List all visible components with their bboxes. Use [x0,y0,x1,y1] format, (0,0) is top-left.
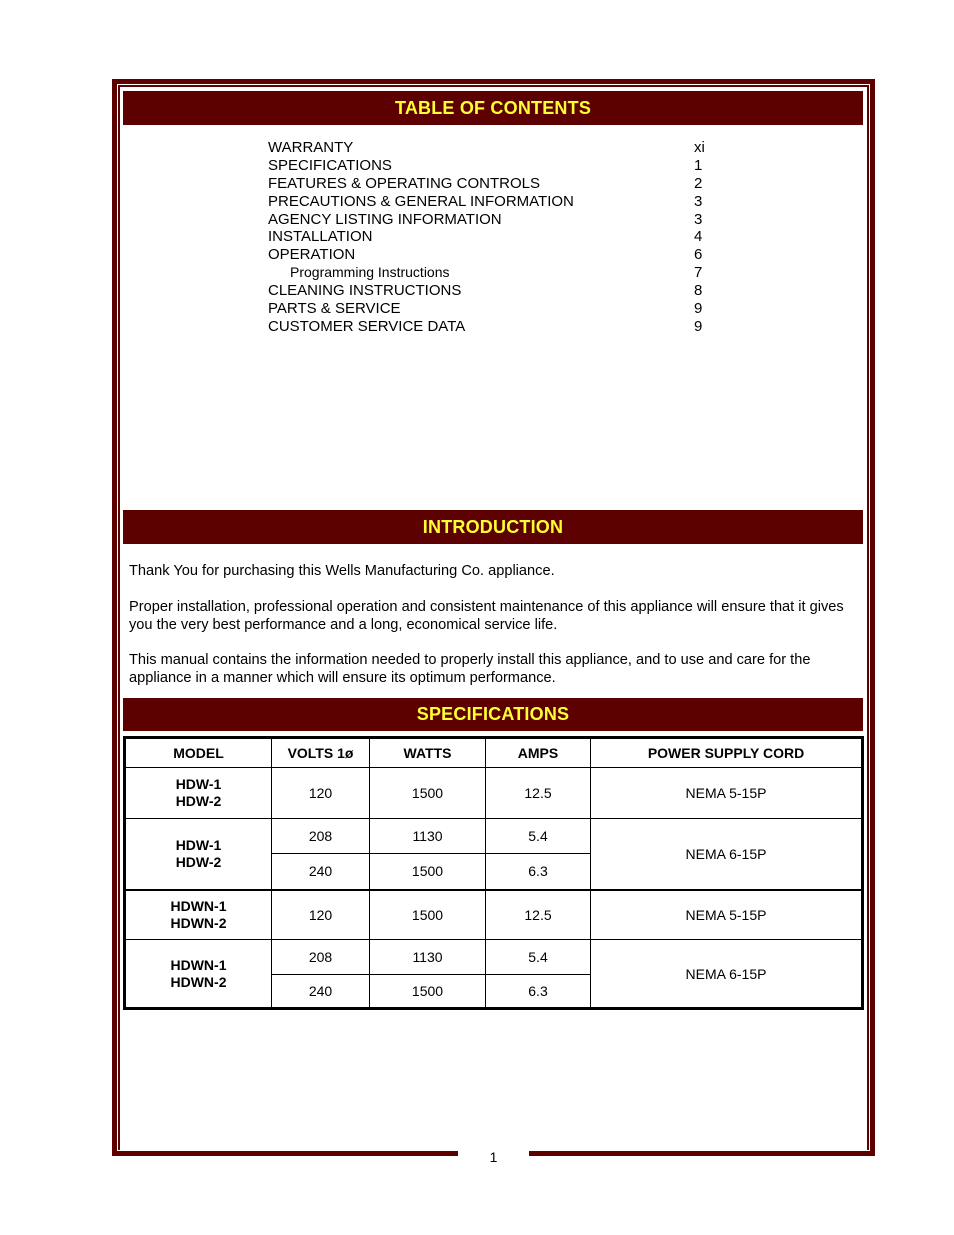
toc-entry-page: 1 [694,156,703,174]
watts-cell: 1500 [370,890,486,940]
toc-entry[interactable] [268,175,708,193]
amps-cell: 12.5 [486,768,591,819]
toc-entry-page: 4 [694,228,703,246]
model-line: HDW-2 [175,853,222,870]
model-line: HDW-1 [175,836,222,853]
page-number: 1 [489,1149,498,1165]
toc-entry[interactable] [268,193,708,211]
introduction-banner [123,510,863,544]
model-cell [125,819,272,890]
amps-cell: 6.3 [486,854,591,890]
toc-entry-page: 2 [694,174,703,192]
table-header-row [125,738,863,768]
model-line: HDWN-2 [170,914,227,931]
table-row [125,940,863,975]
watts-cell: 1500 [370,975,486,1009]
toc-entry-label: WARRANTY [268,139,354,156]
intro-paragraph: This manual contains the information needed to properly install this appliance, and to use and care for the appliance in a manner which will ensure its optimum performance. [129,652,811,686]
toc-entry[interactable] [268,300,708,318]
volts-cell: 120 [272,768,370,819]
table-of-contents [268,139,708,336]
watts-cell: 1130 [370,819,486,854]
toc-entry-page: 3 [694,192,703,210]
model-line: HDW-1 [175,776,222,792]
amps-cell: 6.3 [486,975,591,1009]
toc-entry[interactable] [268,318,708,336]
toc-entry-label: Programming Instructions [290,264,450,281]
toc-entry-label: CLEANING INSTRUCTIONS [268,282,462,300]
toc-entry-page: 9 [694,317,703,335]
watts-cell: 1130 [370,940,486,975]
volts-cell: 120 [272,890,370,940]
column-header: MODEL [125,738,272,768]
watts-cell: 1500 [370,854,486,890]
toc-entry-page: 8 [694,282,703,300]
toc-entry[interactable] [268,157,708,175]
table-row [125,890,863,940]
toc-entry[interactable] [268,211,708,229]
amps-cell: 5.4 [486,819,591,854]
watts-cell: 1500 [370,768,486,819]
amps-cell: 12.5 [486,890,591,940]
toc-entry-page: xi [694,139,705,156]
volts-cell: 240 [272,854,370,890]
model-line: HDW-2 [175,793,222,809]
volts-cell: 240 [272,975,370,1009]
toc-entry-label: FEATURES & OPERATING CONTROLS [268,174,540,192]
intro-paragraph: Thank You for purchasing this Wells Manufacturing Co. appliance. [129,563,555,579]
model-cell [125,940,272,1009]
table-row [125,819,863,854]
toc-entry-page: 6 [694,246,703,264]
specifications-table [123,736,864,1010]
toc-title: TABLE OF CONTENTS [394,97,592,118]
cord-cell: NEMA 6-15P [591,940,863,1009]
toc-entry[interactable] [268,246,708,264]
toc-entry[interactable] [268,228,708,246]
specifications-title: SPECIFICATIONS [416,704,570,724]
toc-entry-page: 3 [694,210,703,228]
toc-entry-label: PARTS & SERVICE [268,300,401,318]
column-header: AMPS [486,738,591,768]
column-header: POWER SUPPLY CORD [591,738,863,768]
model-cell [125,768,272,819]
toc-entry-label: PRECAUTIONS & GENERAL INFORMATION [268,192,574,210]
cord-cell: NEMA 5-15P [591,890,863,940]
volts-cell: 208 [272,940,370,975]
model-line: HDWN-1 [170,956,227,973]
cord-cell: NEMA 5-15P [591,768,863,819]
volts-cell: 208 [272,819,370,854]
model-line: HDWN-1 [170,897,227,914]
model-line: HDWN-2 [170,973,227,990]
column-header: VOLTS 1ø [272,738,370,768]
table-row [125,768,863,819]
toc-entry-label: AGENCY LISTING INFORMATION [268,210,502,228]
toc-entry-label: INSTALLATION [268,228,373,246]
cord-cell: NEMA 6-15P [591,819,863,890]
toc-subentry[interactable] [268,264,708,282]
toc-banner [123,91,863,125]
toc-entry-page: 7 [694,264,703,282]
amps-cell: 5.4 [486,940,591,975]
column-header: WATTS [370,738,486,768]
toc-entry-label: SPECIFICATIONS [268,156,392,174]
intro-paragraph: Proper installation, professional operation and consistent maintenance of this appliance will ensure that it gives you the very best performance and a long, economical service life. [129,599,844,633]
specifications-banner [123,698,863,731]
toc-entry-label: OPERATION [268,246,356,264]
toc-entry-label: CUSTOMER SERVICE DATA [268,317,466,335]
toc-entry-page: 9 [694,300,703,318]
toc-entry[interactable] [268,282,708,300]
introduction-title: INTRODUCTION [422,516,564,537]
model-cell [125,890,272,940]
toc-entry[interactable] [268,139,708,157]
